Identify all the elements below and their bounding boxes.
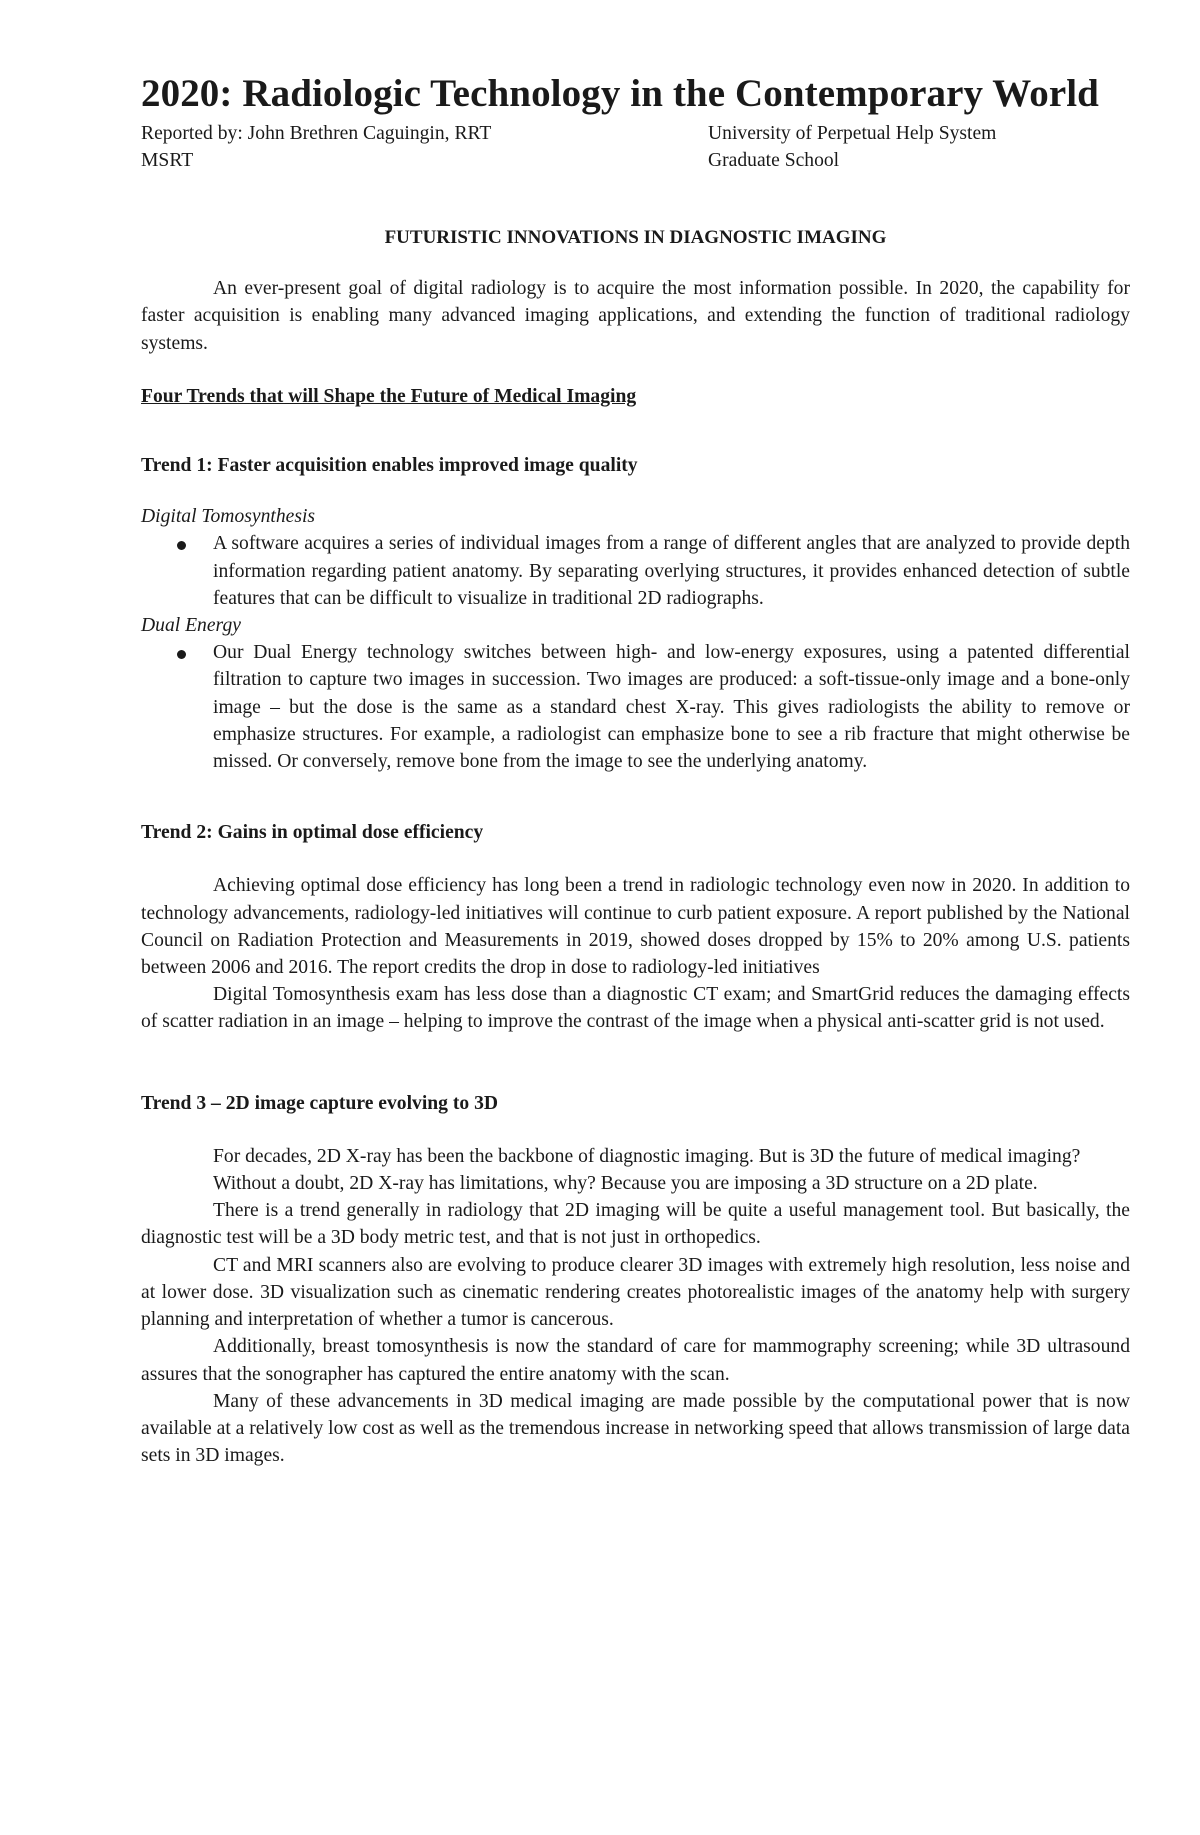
reporter-block [141,120,708,174]
trend2-heading: Trend 2: Gains in optimal dose efficiency [141,822,484,844]
trend2-paragraph: Achieving optimal dose efficiency has long been a trend in radiologic technology even now in 2020. In addition to technology advancements, radiology-led initiatives will continue to curb patient exposure. A report published by the National Council on Radiation Protection and Measurements in 2019, showed doses dropped by 15% to 20% among U.S. patients between 2006 and 2016. The report credits the drop in dose to radiology-led initiatives [141,875,1130,979]
trend3-paragraph: Many of these advancements in 3D medical imaging are made possible by the computational power that is now available at a relatively low cost as well as the tremendous increase in networking speed that allows transmission of large data sets in 3D images. [141,1390,1130,1467]
trend1-heading: Trend 1: Faster acquisition enables improved image quality [141,455,638,477]
list-item [213,530,1130,612]
trend3-heading: Trend 3 – 2D image capture evolving to 3D [141,1092,499,1114]
topic-dual-energy: Dual Energy [141,615,241,637]
trend3-paragraph: Additionally, breast tomosynthesis is now the standard of care for mammography screening; while 3D ultrasound assures that the sonographer has captured the entire anatomy with the scan. [141,1336,1130,1385]
bullet-icon [177,541,186,550]
list-item [213,639,1130,775]
document-title: 2020: Radiologic Technology in the Contemporary World [141,72,1099,115]
reporter-credential: MSRT [141,150,194,171]
bullet-text: A software acquires a series of individual images from a range of different angles that are analyzed to provide depth information regarding patient anatomy. By separating overlying structures, it provides enhanced detection of subtle features that can be difficult to visualize in traditional 2D radiographs. [213,533,1130,609]
section-title: FUTURISTIC INNOVATIONS IN DIAGNOSTIC IMAGING [384,227,887,248]
trend2-paragraph: Digital Tomosynthesis exam has less dose than a diagnostic CT exam; and SmartGrid reduces the damaging effects of scatter radiation in an image – helping to improve the contrast of the image when a physical anti-scatter grid is not used. [141,984,1130,1033]
bullet-icon [177,650,186,659]
intro-paragraph: An ever-present goal of digital radiology is to acquire the most information possible. In 2020, the capability for faster acquisition is enabling many advanced imaging applications, and extending the function of traditional radiology systems. [141,278,1130,354]
trend3-paragraph: For decades, 2D X-ray has been the backbone of diagnostic imaging. But is 3D the future of medical imaging? [213,1145,1081,1167]
bullet-text: Our Dual Energy technology switches between high- and low-energy exposures, using a patented differential filtration to capture two images in succession. Two images are produced: a soft-tissue-only image and a bone-only image – but the dose is the same as a standard chest X-ray. This gives radiologists the ability to remove or emphasize structures. For example, a radiologist can emphasize bone to see a rib fracture that might otherwise be missed. Or conversely, remove bone from the image to see the underlying anatomy. [213,642,1130,773]
document-content [141,70,1130,1469]
dual-energy-bullet-list [141,639,1130,775]
institution-school: Graduate School [708,150,840,171]
institution-block [708,120,996,174]
trend3-paragraph: There is a trend generally in radiology that 2D imaging will be quite a useful management tool. But basically, the diagnostic test will be a 3D body metric test, and that is not just in orthopedics. [141,1200,1130,1249]
institution-name: University of Perpetual Help System [708,123,997,144]
trends-subheading: Four Trends that will Shape the Future of Medical Imaging [141,385,637,407]
trend3-paragraph: Without a doubt, 2D X-ray has limitations, why? Because you are imposing a 3D structure on a 2D plate. [213,1173,1038,1195]
reporter-line: Reported by: John Brethren Caguingin, RRT [141,123,492,144]
report-meta [141,120,1130,174]
tomosynthesis-bullet-list [141,530,1130,612]
trend3-paragraph: CT and MRI scanners also are evolving to produce clearer 3D images with extremely high resolution, less noise and at lower dose. 3D visualization such as cinematic rendering creates photorealistic images of the anatomy help with surgery planning and interpretation of whether a tumor is cancerous. [141,1254,1130,1331]
topic-digital-tomosynthesis: Digital Tomosynthesis [141,506,316,528]
